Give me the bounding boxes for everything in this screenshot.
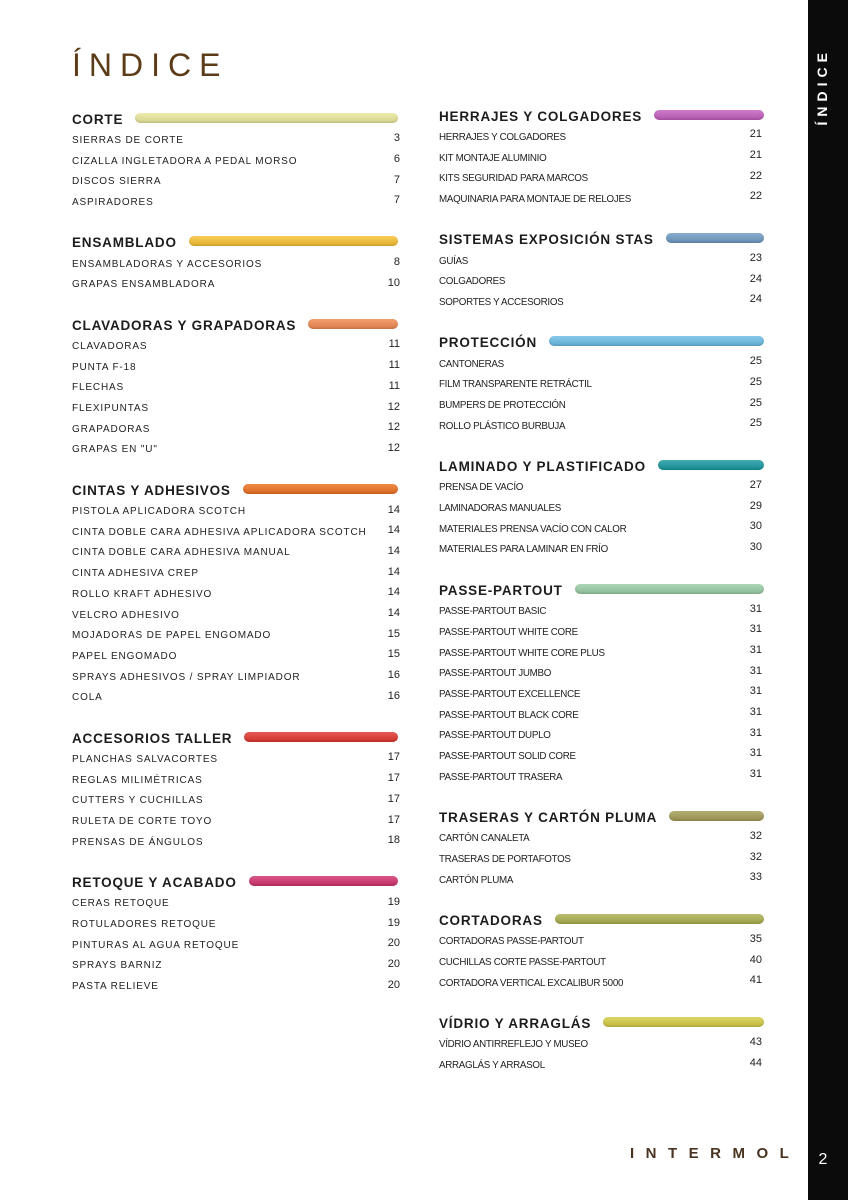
toc-entry-page-number: 11: [388, 359, 400, 372]
toc-entry-page-number: 12: [387, 441, 400, 454]
toc-entry: [439, 540, 764, 561]
toc-entry-label: CORTADORAS PASSE-PARTOUT: [439, 936, 584, 948]
section-header: [439, 579, 764, 601]
section-header: [72, 108, 400, 130]
toc-entry-page-number: 21: [749, 149, 762, 162]
toc-entry-label: PISTOLA APLICADORA SCOTCH: [72, 506, 246, 518]
toc-entry-label: KIT MONTAJE ALUMINIO: [439, 152, 547, 164]
toc-entry-page-number: 31: [749, 623, 762, 636]
section-color-bar: [555, 914, 764, 924]
toc-entry-label: PASSE-PARTOUT DUPLO: [439, 730, 551, 742]
toc-entry: [72, 605, 400, 626]
toc-section: [72, 479, 400, 708]
toc-entry: [439, 952, 764, 973]
toc-entry-page-number: 33: [749, 871, 762, 884]
toc-entry-label: PASSE-PARTOUT TRASERA: [439, 771, 563, 783]
section-color-bar: [135, 113, 398, 123]
page-title: ÍNDICE: [72, 47, 229, 83]
toc-entry-label: PUNTA F-18: [72, 361, 137, 373]
section-header: [439, 910, 764, 932]
toc-entry-label: GRAPAS EN "U": [72, 444, 158, 456]
toc-entry-page-number: 20: [387, 978, 400, 991]
toc-entry-page-number: 3: [393, 132, 400, 145]
toc-section: [439, 1013, 764, 1076]
toc-entry-page-number: 25: [749, 396, 762, 409]
toc-entry: [439, 189, 764, 210]
toc-entry-page-number: 25: [749, 355, 762, 368]
toc-entry-label: PASSE-PARTOUT JUMBO: [439, 668, 552, 680]
toc-entry-label: CORTADORA VERTICAL EXCALIBUR 5000: [439, 977, 624, 989]
toc-entry: [72, 254, 400, 275]
toc-entry-page-number: 17: [387, 751, 400, 764]
toc-entry: [72, 956, 400, 977]
toc-entry-page-number: 15: [387, 648, 400, 661]
toc-entry-page-number: 43: [749, 1035, 762, 1048]
side-tab-label: ÍNDICE: [814, 48, 830, 126]
toc-section: [439, 910, 764, 994]
toc-entry-label: FLECHAS: [72, 382, 125, 394]
toc-entry-page-number: 21: [749, 128, 762, 141]
toc-entry-label: SPRAYS ADHESIVOS / SPRAY LIMPIADOR: [72, 671, 301, 683]
toc-entry-page-number: 31: [749, 664, 762, 677]
toc-entry: [439, 870, 764, 891]
toc-entry-label: FLEXIPUNTAS: [72, 403, 149, 415]
toc-entry-page-number: 24: [749, 272, 762, 285]
toc-entry: [72, 563, 400, 584]
toc-entry: [72, 522, 400, 543]
toc-entry-page-number: 31: [749, 602, 762, 615]
toc-entry: [72, 171, 400, 192]
toc-entry-page-number: 31: [749, 644, 762, 657]
toc-entry-label: MOJADORAS DE PAPEL ENGOMADO: [72, 630, 272, 642]
toc-entry: [72, 976, 400, 997]
toc-entry-page-number: 22: [749, 190, 762, 203]
toc-entry: [439, 292, 764, 313]
toc-entry-label: PASSE-PARTOUT BASIC: [439, 606, 547, 618]
toc-entry: [439, 643, 764, 664]
toc-entry-page-number: 11: [388, 338, 400, 351]
toc-entry-label: CINTA DOBLE CARA ADHESIVA APLICADORA SCOTCH: [72, 526, 367, 538]
toc-entry: [72, 543, 400, 564]
toc-entry-page-number: 35: [749, 932, 762, 945]
toc-entry: [439, 663, 764, 684]
toc-entry-label: GRAPADORAS: [72, 423, 151, 435]
toc-section: [439, 456, 764, 561]
toc-entry: [72, 130, 400, 151]
section-title: TRASERAS Y CARTÓN PLUMA: [439, 810, 658, 825]
page-number: 2: [818, 1151, 828, 1168]
toc-entry-label: ROTULADORES RETOQUE: [72, 919, 217, 931]
toc-entry-page-number: 25: [749, 375, 762, 388]
toc-entry-label: HERRAJES Y COLGADORES: [439, 131, 566, 143]
toc-entry: [72, 832, 400, 853]
toc-entry: [72, 914, 400, 935]
toc-entry-label: SOPORTES Y ACCESORIOS: [439, 296, 564, 308]
section-header: [439, 105, 764, 127]
toc-section: [439, 807, 764, 891]
section-title: PROTECCIÓN: [439, 335, 538, 351]
toc-entry: [439, 1035, 764, 1056]
toc-entry: [72, 192, 400, 213]
toc-entry: [72, 584, 400, 605]
toc-entry-label: GRAPAS ENSAMBLADORA: [72, 279, 216, 291]
toc-entry-label: CLAVADORAS: [72, 340, 148, 352]
brand-logo-text: INTERMOL: [630, 1145, 801, 1162]
toc-entry: [72, 440, 400, 461]
toc-entry: [72, 935, 400, 956]
toc-entry-page-number: 41: [749, 974, 762, 987]
toc-entry: [72, 646, 400, 667]
toc-entry: [72, 687, 400, 708]
toc-entry-page-number: 17: [387, 772, 400, 785]
section-header: [439, 456, 764, 478]
toc-entry-label: COLGADORES: [439, 276, 506, 288]
toc-entry-label: BUMPERS DE PROTECCIÓN: [439, 400, 566, 412]
section-color-bar: [575, 584, 764, 594]
toc-entry-page-number: 31: [749, 685, 762, 698]
toc-entry: [72, 667, 400, 688]
section-color-bar: [249, 876, 398, 886]
toc-entry: [439, 725, 764, 746]
toc-entry-label: CUCHILLAS CORTE PASSE-PARTOUT: [439, 957, 606, 969]
toc-entry-page-number: 30: [749, 540, 762, 553]
section-header: [439, 807, 764, 829]
toc-entry-label: CANTONERAS: [439, 358, 504, 370]
section-color-bar: [658, 460, 764, 470]
toc-entry-label: VÍDRIO ANTIRREFLEJO Y MUSEO: [439, 1039, 588, 1051]
toc-entry: [439, 519, 764, 540]
toc-entry-label: CIZALLA INGLETADORA A PEDAL MORSO: [72, 155, 298, 167]
toc-entry-label: CINTA ADHESIVA CREP: [72, 568, 199, 580]
section-color-bar: [308, 319, 398, 329]
toc-entry-label: MATERIALES PRENSA VACÍO CON CALOR: [439, 523, 627, 535]
toc-right-column: [439, 105, 764, 1076]
toc-entry-label: LAMINADORAS MANUALES: [439, 503, 561, 515]
toc-entry-label: PASSE-PARTOUT BLACK CORE: [439, 709, 579, 721]
toc-entry-label: ROLLO KRAFT ADHESIVO: [72, 588, 213, 600]
toc-entry-label: CERAS RETOQUE: [72, 898, 170, 910]
toc-entry-page-number: 15: [387, 627, 400, 640]
toc-entry-page-number: 31: [749, 747, 762, 760]
section-title: LAMINADO Y PLASTIFICADO: [439, 459, 646, 475]
section-title: PASSE-PARTOUT: [439, 582, 563, 598]
toc-entry: [439, 705, 764, 726]
toc-entry-label: ROLLO PLÁSTICO BURBUJA: [439, 420, 566, 432]
toc-entry-label: PASSE-PARTOUT SOLID CORE: [439, 750, 576, 762]
toc-entry-page-number: 31: [749, 768, 762, 781]
toc-entry: [439, 148, 764, 169]
section-title: CINTAS Y ADHESIVOS: [72, 482, 231, 498]
toc-entry-page-number: 11: [388, 379, 400, 392]
toc-entry-page-number: 31: [749, 726, 762, 739]
toc-entry-page-number: 8: [393, 256, 400, 269]
toc-entry: [72, 811, 400, 832]
toc-entry: [439, 354, 764, 375]
toc-entry-label: PASSE-PARTOUT WHITE CORE PLUS: [439, 647, 605, 659]
toc-entry-page-number: 7: [393, 173, 400, 186]
toc-entry-label: PINTURAS AL AGUA RETOQUE: [72, 939, 240, 951]
toc-entry-page-number: 16: [387, 689, 400, 702]
toc-entry-label: ENSAMBLADORAS Y ACCESORIOS: [72, 258, 263, 270]
toc-entry: [439, 622, 764, 643]
toc-entry-page-number: 31: [749, 706, 762, 719]
toc-entry: [439, 932, 764, 953]
toc-entry: [439, 127, 764, 148]
toc-entry-page-number: 14: [387, 607, 400, 620]
section-color-bar: [654, 110, 764, 120]
toc-entry-page-number: 16: [387, 669, 400, 682]
toc-entry: [439, 478, 764, 499]
toc-entry: [439, 746, 764, 767]
toc-entry-label: CARTÓN PLUMA: [439, 874, 514, 886]
toc-section: [72, 727, 400, 852]
toc-entry: [439, 601, 764, 622]
toc-left-column: [72, 108, 400, 997]
toc-entry: [72, 501, 400, 522]
toc-section: [439, 105, 764, 210]
toc-entry: [439, 849, 764, 870]
toc-entry: [439, 168, 764, 189]
toc-entry-page-number: 22: [749, 169, 762, 182]
toc-entry-label: VELCRO ADHESIVO: [72, 609, 180, 621]
toc-entry-label: PAPEL ENGOMADO: [72, 650, 178, 662]
toc-entry: [439, 375, 764, 396]
toc-entry: [439, 829, 764, 850]
toc-entry: [439, 416, 764, 437]
section-color-bar: [666, 233, 764, 243]
toc-entry-label: ARRAGLÁS Y ARRASOL: [439, 1060, 545, 1072]
toc-entry: [72, 274, 400, 295]
toc-section: [439, 579, 764, 787]
toc-entry-label: SIERRAS DE CORTE: [72, 134, 184, 146]
toc-entry-label: CUTTERS Y CUCHILLAS: [72, 795, 204, 807]
toc-entry-page-number: 23: [749, 252, 762, 265]
section-title: RETOQUE Y ACABADO: [72, 875, 237, 891]
toc-entry-page-number: 14: [387, 565, 400, 578]
toc-entry-page-number: 12: [387, 400, 400, 413]
toc-entry-label: FILM TRANSPARENTE RETRÁCTIL: [439, 379, 592, 391]
toc-entry: [439, 498, 764, 519]
toc-entry: [72, 419, 400, 440]
toc-entry: [72, 357, 400, 378]
toc-entry-page-number: 14: [387, 524, 400, 537]
section-title: CORTADORAS: [439, 913, 543, 929]
toc-entry-page-number: 19: [387, 895, 400, 908]
toc-entry-page-number: 10: [387, 276, 400, 289]
toc-entry-page-number: 14: [387, 503, 400, 516]
toc-entry-label: KITS SEGURIDAD PARA MARCOS: [439, 173, 588, 185]
toc-entry: [439, 251, 764, 272]
toc-entry: [439, 973, 764, 994]
toc-entry-page-number: 14: [387, 544, 400, 557]
toc-entry-page-number: 44: [749, 1056, 762, 1069]
section-title: HERRAJES Y COLGADORES: [439, 108, 643, 124]
toc-entry-page-number: 40: [749, 953, 762, 966]
toc-entry: [72, 791, 400, 812]
toc-entry-label: REGLAS MILIMÉTRICAS: [72, 774, 203, 786]
toc-section: [439, 332, 764, 437]
toc-section: [72, 872, 400, 997]
toc-entry-page-number: 29: [749, 499, 762, 512]
toc-entry-page-number: 19: [387, 916, 400, 929]
toc-entry-label: PASTA RELIEVE: [72, 981, 159, 993]
section-header: [72, 727, 400, 749]
toc-entry-page-number: 20: [387, 957, 400, 970]
section-header: [439, 229, 764, 251]
toc-entry-label: PASSE-PARTOUT EXCELLENCE: [439, 688, 581, 700]
section-header: [72, 314, 400, 336]
toc-entry-label: GUÍAS: [439, 255, 468, 267]
toc-entry-label: PRENSA DE VACÍO: [439, 482, 524, 494]
section-title: CORTE: [72, 111, 124, 127]
toc-entry-page-number: 32: [749, 829, 762, 842]
section-header: [439, 1013, 764, 1035]
section-title: SISTEMAS EXPOSICIÓN STAS: [439, 232, 654, 248]
toc-entry-page-number: 14: [387, 586, 400, 599]
section-header: [439, 332, 764, 354]
section-title: CLAVADORAS Y GRAPADORAS: [72, 317, 297, 333]
section-title: ENSAMBLADO: [72, 235, 177, 251]
toc-entry-page-number: 20: [387, 937, 400, 950]
toc-entry-label: MAQUINARIA PARA MONTAJE DE RELOJES: [439, 193, 631, 205]
toc-section: [72, 108, 400, 213]
toc-entry-page-number: 30: [749, 520, 762, 533]
section-header: [72, 479, 400, 501]
toc-entry-page-number: 17: [387, 813, 400, 826]
section-color-bar: [669, 811, 764, 821]
section-title: ACCESORIOS TALLER: [72, 730, 233, 746]
section-color-bar: [603, 1017, 764, 1027]
toc-section: [72, 232, 400, 295]
toc-entry: [72, 151, 400, 172]
toc-entry-label: ASPIRADORES: [72, 196, 154, 208]
toc-entry-page-number: 7: [393, 194, 400, 207]
toc-entry-page-number: 17: [387, 792, 400, 805]
toc-entry-label: COLA: [72, 692, 103, 704]
toc-entry: [439, 767, 764, 788]
section-color-bar: [244, 732, 398, 742]
section-header: [72, 232, 400, 254]
toc-entry-label: RULETA DE CORTE TOYO: [72, 816, 213, 828]
toc-entry-label: MATERIALES PARA LAMINAR EN FRÍO: [439, 544, 608, 556]
toc-entry: [439, 271, 764, 292]
toc-entry-label: SPRAYS BARNIZ: [72, 960, 163, 972]
toc-entry: [72, 625, 400, 646]
section-header: [72, 872, 400, 894]
toc-entry-page-number: 24: [749, 293, 762, 306]
toc-entry: [72, 894, 400, 915]
section-title: VÍDRIO Y ARRAGLÁS: [439, 1016, 592, 1032]
toc-entry: [72, 770, 400, 791]
toc-entry-page-number: 25: [749, 417, 762, 430]
toc-entry-label: PLANCHAS SALVACORTES: [72, 753, 218, 765]
toc-entry-label: CARTÓN CANALETA: [439, 833, 530, 845]
toc-entry: [72, 398, 400, 419]
side-tab: [808, 0, 848, 1200]
section-color-bar: [189, 236, 398, 246]
section-color-bar: [549, 336, 764, 346]
toc-section: [72, 314, 400, 460]
toc-entry-page-number: 27: [749, 478, 762, 491]
toc-entry: [72, 749, 400, 770]
toc-entry: [439, 1055, 764, 1076]
toc-entry-page-number: 6: [393, 153, 400, 166]
toc-entry: [439, 684, 764, 705]
toc-entry-label: PRENSAS DE ÁNGULOS: [72, 836, 204, 848]
toc-entry-label: CINTA DOBLE CARA ADHESIVA MANUAL: [72, 547, 291, 559]
toc-entry: [439, 395, 764, 416]
section-color-bar: [243, 484, 398, 494]
toc-entry-page-number: 18: [387, 834, 400, 847]
toc-section: [439, 229, 764, 313]
toc-entry-label: PASSE-PARTOUT WHITE CORE: [439, 626, 578, 638]
toc-entry-label: DISCOS SIERRA: [72, 176, 162, 188]
toc-entry: [72, 378, 400, 399]
toc-entry-page-number: 32: [749, 850, 762, 863]
toc-entry-page-number: 12: [387, 421, 400, 434]
toc-entry-label: TRASERAS DE PORTAFOTOS: [439, 854, 571, 866]
toc-entry: [72, 336, 400, 357]
